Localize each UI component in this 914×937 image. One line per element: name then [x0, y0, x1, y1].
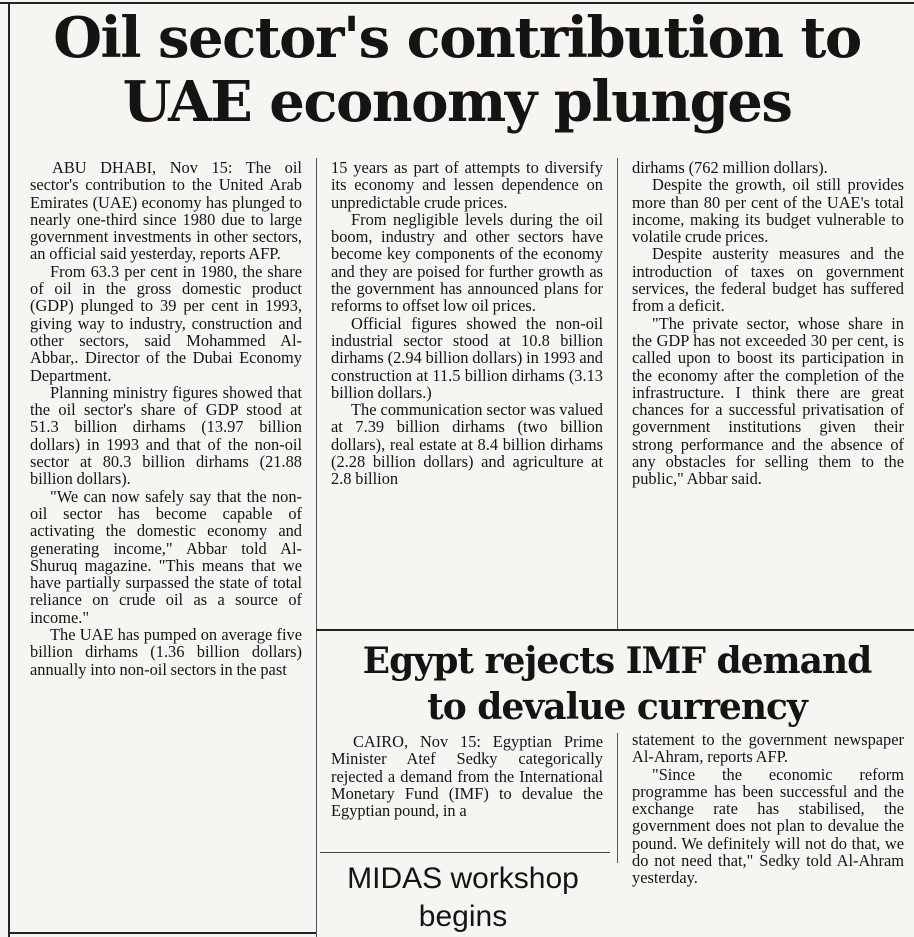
- egypt-headline: [322, 638, 912, 730]
- column-rule-2: [617, 158, 618, 630]
- midas-headline-line1: MIDAS workshop: [347, 862, 579, 895]
- bottom-left-rule: [8, 932, 316, 934]
- article-paragraph: statement to the government newspaper Al-Ahram, reports AFP.: [632, 730, 904, 767]
- midas-top-rule: [320, 852, 610, 853]
- article-paragraph: "The private sector, whose share in the GDP has not exceeded 30 per cent, is called upon to boost its participation in the economy after the completion of the infrastructure. I think there are great chances for a successful privatisation of government institutions given their strong performance and the absence of any obstacles for selling them to the public," Abbar said.: [632, 313, 904, 489]
- egypt-headline-line2: to devalue currency: [427, 686, 807, 728]
- egypt-headline-line1: Egypt rejects IMF demand: [362, 640, 872, 682]
- article-paragraph: From negligible levels during the oil boom, industry and other sectors have become key components of the economy and they are poised for further growth as the government has announced plans for reforms to offset low oil prices.: [331, 209, 603, 316]
- main-headline-line2: UAE economy plunges: [122, 69, 792, 135]
- article-paragraph: CAIRO, Nov 15: Egyptian Prime Minister Atef Sedky categorically rejected a demand from the International Monetary Fund (IMF) to devalue the Egyptian pound, in a: [331, 732, 603, 821]
- main-article-column-3: [632, 159, 904, 488]
- midas-headline-line2: begins: [418, 900, 508, 933]
- egypt-column-rule: [617, 733, 618, 863]
- article-paragraph: "We can now safely say that the non-oil sector has become capable of activating the domestic economy and generating income," Abbar told Al-Shuruq magazine. "This means that we have partially surpassed the state of total reliance on crude oil as a source of income.": [30, 486, 302, 627]
- article-paragraph: ABU DHABI, Nov 15: The oil sector's contribution to the United Arab Emirates (UAE) economy has plunged to nearly one-third since 1980 due to large government investments in other sectors, an official said yesterday, reports AFP.: [30, 158, 302, 264]
- article-paragraph: dirhams (762 million dollars).: [632, 158, 828, 177]
- article-paragraph: From 63.3 per cent in 1980, the share of oil in the gross domestic product (GDP) plunged to 39 per cent in 1993, giving way to industry, construction and other sectors, said Mohammed Al-Abbar,. Director of the Dubai Economy Department.: [30, 261, 302, 385]
- left-border-rule: [8, 2, 10, 937]
- main-headline: [12, 6, 902, 134]
- main-article-column-2: [331, 159, 603, 488]
- article-paragraph: Planning ministry figures showed that the oil sector's share of GDP stood at 51.3 billion dirhams (13.97 billion dollars) in 1993 and that of the non-oil sector at 80.3 billion dirhams (21.88 billion dollars).: [30, 382, 302, 489]
- column-rule-1: [316, 158, 317, 937]
- egypt-article-column-1: [331, 733, 603, 819]
- main-article-column-1: [30, 159, 302, 678]
- egypt-box-top-rule: [316, 629, 914, 631]
- article-paragraph: "Since the economic reform programme has been successful and the exchange rate has stabilised, the government does not plan to devalue the pound. We definitely will not do that, we do not need that," Sedky told Al-Ahram yesterday.: [632, 764, 904, 888]
- midas-headline: [318, 860, 608, 936]
- article-paragraph: Despite the growth, oil still provides more than 80 per cent of the UAE's total income, making its budget vulnerable to volatile crude prices.: [632, 175, 904, 247]
- main-headline-line1: Oil sector's contribution to: [53, 5, 861, 71]
- article-paragraph: 15 years as part of attempts to diversify its economy and lessen dependence on unpredictable crude prices.: [331, 158, 603, 212]
- article-paragraph: Official figures showed the non-oil industrial sector stood at 10.8 billion dirhams (2.94 billion dollars) in 1993 and construction at 11.5 billion dirhams (3.13 billion dollars.): [331, 313, 603, 402]
- top-border-rule: [0, 2, 914, 4]
- article-paragraph: Despite austerity measures and the introduction of taxes on government services, the federal budget has suffered from a deficit.: [632, 244, 904, 316]
- egypt-article-column-2: [632, 731, 904, 887]
- article-paragraph: The UAE has pumped on average five billion dirhams (1.36 billion dollars) annually into non-oil sectors in the past: [30, 625, 302, 679]
- article-paragraph: The communication sector was valued at 7.39 billion dirhams (two billion dollars), real estate at 8.4 billion dirhams (2.28 billion dollars) and agriculture at 2.8 billion: [331, 400, 603, 489]
